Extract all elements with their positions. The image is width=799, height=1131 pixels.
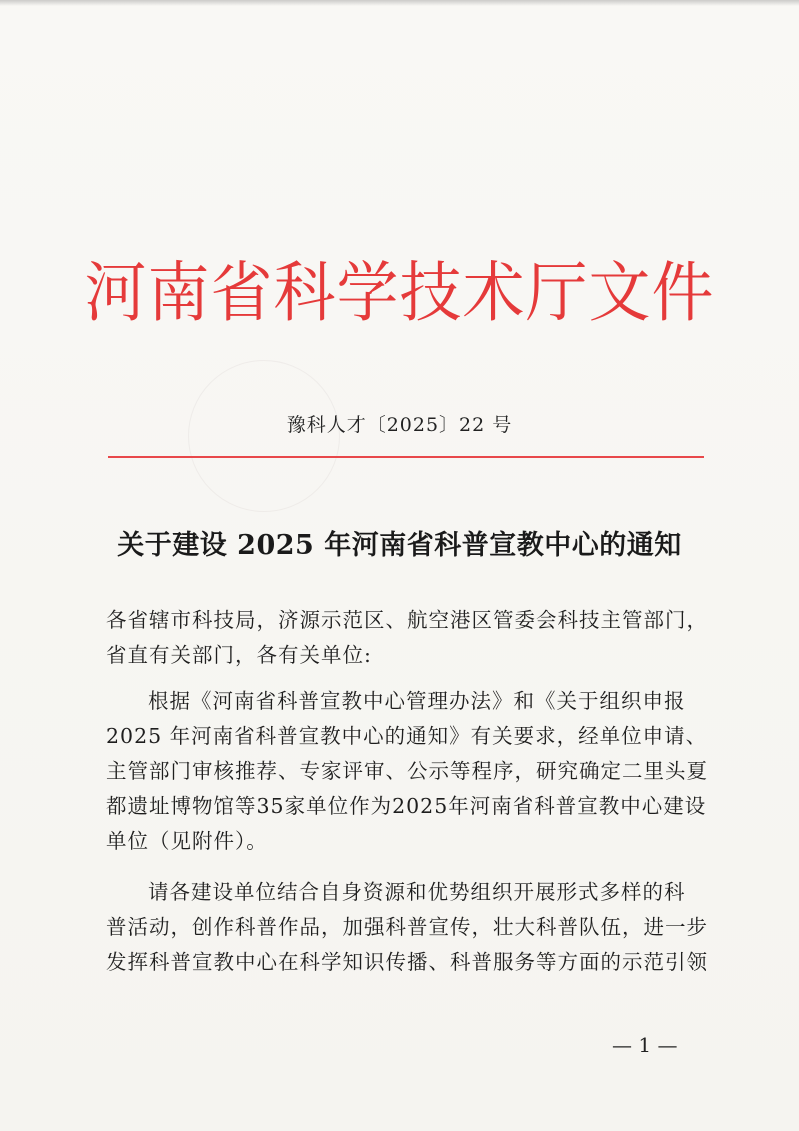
page-number: — 1 — — [612, 1033, 678, 1057]
paragraph-line: 发挥科普宣教中心在科学知识传播、科普服务等方面的示范引领 — [106, 950, 708, 974]
addressee-line: 各省辖市科技局，济源示范区、航空港区管委会科技主管部门， — [106, 608, 708, 632]
paragraph-2 — [106, 875, 706, 980]
paragraph-line: 根据《河南省科普宣教中心管理办法》和《关于组织申报 — [148, 689, 686, 713]
paragraph-line: 普活动，创作科普作品，加强科普宣传，壮大科普队伍，进一步 — [106, 915, 708, 939]
paragraph-line: 都遗址博物馆等35家单位作为2025年河南省科普宣教中心建设 — [106, 794, 707, 818]
scan-edge-shadow — [0, 0, 799, 6]
red-divider-line — [108, 456, 704, 458]
paragraph-1 — [106, 684, 706, 859]
paragraph-line: 请各建设单位结合自身资源和优势组织开展形式多样的科 — [148, 880, 686, 904]
paragraph-line: 主管部门审核推荐、专家评审、公示等程序，研究确定二里头夏 — [106, 759, 708, 783]
document-header-title: 河南省科学技术厅文件 — [84, 254, 715, 331]
document-number: 豫科人才〔2025〕22 号 — [286, 414, 513, 436]
notice-title: 关于建设 2025 年河南省科普宣教中心的通知 — [117, 530, 682, 561]
addressee-line: 省直有关部门，各有关单位: — [106, 643, 372, 667]
paragraph-line: 单位（见附件）。 — [106, 829, 268, 853]
addressee-block — [106, 603, 706, 673]
paragraph-line: 2025 年河南省科普宣教中心的通知》有关要求，经单位申请、 — [106, 724, 708, 748]
